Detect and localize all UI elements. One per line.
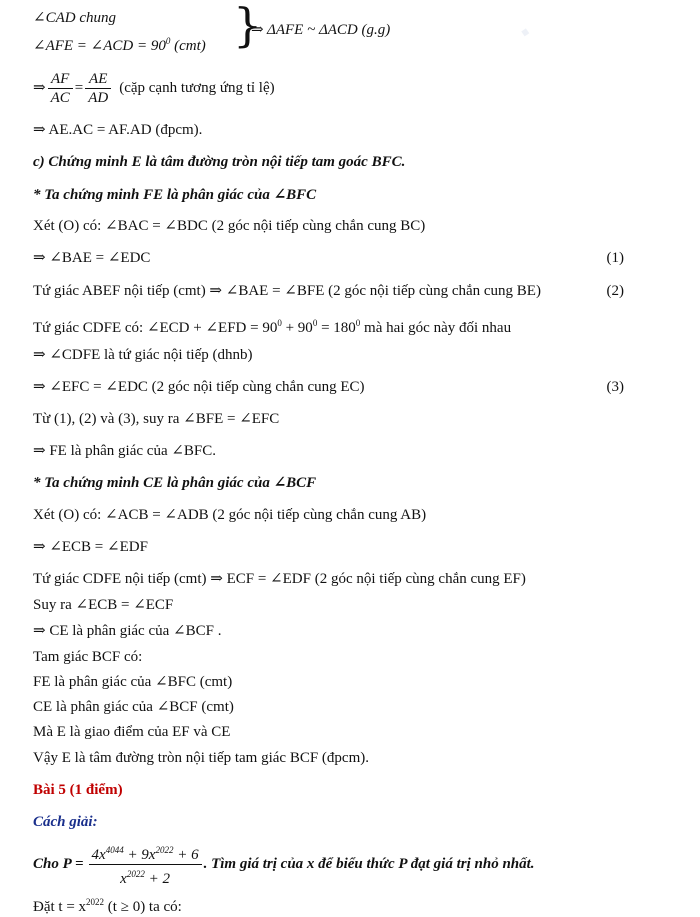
- watermark: ·: [508, 10, 545, 54]
- subheading-fe-bisector: * Ta chứng minh FE là phân giác của ∠BFC: [33, 187, 317, 203]
- line-triangle-bcf: Tam giác BCF có:: [33, 649, 143, 665]
- right-angle-statement: ∠AFE = ∠ACD = $90^0$ (cmt): [33, 36, 206, 54]
- fraction-ae-ad: $\frac{AE}{AD}$: [85, 70, 111, 107]
- right-brace: }: [233, 0, 263, 52]
- p-fraction: $\frac{4x^{4044} + 9x^{2022} + 6}{x^{2022} + 2}$: [89, 841, 202, 888]
- line-ce-bisector-result: ⇒ CE là phân giác của ∠BCF .: [33, 623, 222, 639]
- product-conclusion: ⇒ AE.AC = AF.AD (đpcm).: [33, 122, 203, 138]
- solution-heading: Cách giải:: [33, 814, 98, 830]
- line-ecb-ecf: Suy ra ∠ECB = ∠ECF: [33, 597, 174, 613]
- line-cdfe-angles: Tứ giác CDFE có: ∠ECD + ∠EFD = $90^0 + 90^0 = 180^0$ mà hai góc này đối nhau: [33, 318, 512, 336]
- fraction-af-ac: $\frac{AF}{AC}$: [48, 70, 73, 107]
- subheading-ce-bisector: * Ta chứng minh CE là phân giác của ∠BCF: [33, 475, 317, 491]
- similar-triangles-system: [33, 0, 624, 54]
- line-cdfe-cyclic-ef: Tứ giác CDFE nội tiếp (cmt) ⇒ ECF = ∠EDF (2 góc nội tiếp cùng chắn cung EF): [33, 571, 526, 587]
- equation-number-2: (2): [606, 283, 624, 299]
- problem-5-heading: Bài 5 (1 điểm): [33, 782, 123, 798]
- common-angle-statement: ∠CAD chung: [33, 10, 116, 26]
- line-abef-cyclic: Tứ giác ABEF nội tiếp (cmt) ⇒ ∠BAE = ∠BFE (2 góc nội tiếp cùng chắn cung BE) (2): [33, 283, 624, 299]
- equation-number-1: (1): [606, 250, 624, 266]
- equation-number-3: (3): [606, 379, 624, 395]
- line-fe-bisector-cmt: FE là phân giác của ∠BFC (cmt): [33, 674, 233, 690]
- line-conclusion-incenter: Vậy E là tâm đường tròn nội tiếp tam giác BCF (đpcm).: [33, 750, 369, 766]
- section-c-heading: c) Chứng minh E là tâm đường tròn nội tiếp tam goác BFC.: [33, 154, 406, 170]
- line-ce-bisector-cmt: CE là phân giác của ∠BCF (cmt): [33, 699, 234, 715]
- line-cdfe-cyclic: ⇒ ∠CDFE là tứ giác nội tiếp (dhnb): [33, 347, 253, 363]
- line-xet-o-ab: Xét (O) có: ∠ACB = ∠ADB (2 góc nội tiếp cùng chắn cung AB): [33, 507, 427, 523]
- line-from-123: Từ (1), (2) và (3), suy ra ∠BFE = ∠EFC: [33, 411, 280, 427]
- similarity-conclusion: ⇒ ΔAFE ~ ΔACD (g.g): [251, 22, 391, 38]
- line-ecb-edf: ⇒ ∠ECB = ∠EDF: [33, 539, 148, 555]
- problem-statement: Cho P = $\frac{4x^{4044} + 9x^{2022} + 6}{x^{2022} + 2}$ . Tìm giá trị của x để biểu thức P đạt giá trị nhỏ nhất.: [33, 842, 624, 886]
- line-efc-edc: ⇒ ∠EFC = ∠EDC (2 góc nội tiếp cùng chắn cung EC) (3): [33, 379, 624, 395]
- line-bae-edc: ⇒ ∠BAE = ∠EDC (1): [33, 250, 624, 266]
- line-e-intersection: Mà E là giao điểm của EF và CE: [33, 724, 231, 740]
- line-fe-bisector-result: ⇒ FE là phân giác của ∠BFC.: [33, 443, 217, 459]
- ratio-line: ⇒ $\frac{AF}{AC}$ = $\frac{AE}{AD}$ (cặp cạnh tương ứng tỉ lệ): [33, 70, 275, 106]
- substitution-line: Đặt $t = x^{2022}$ (t ≥ 0) ta có:: [33, 897, 182, 915]
- line-xet-o-bc: Xét (O) có: ∠BAC = ∠BDC (2 góc nội tiếp cùng chắn cung BC): [33, 218, 426, 234]
